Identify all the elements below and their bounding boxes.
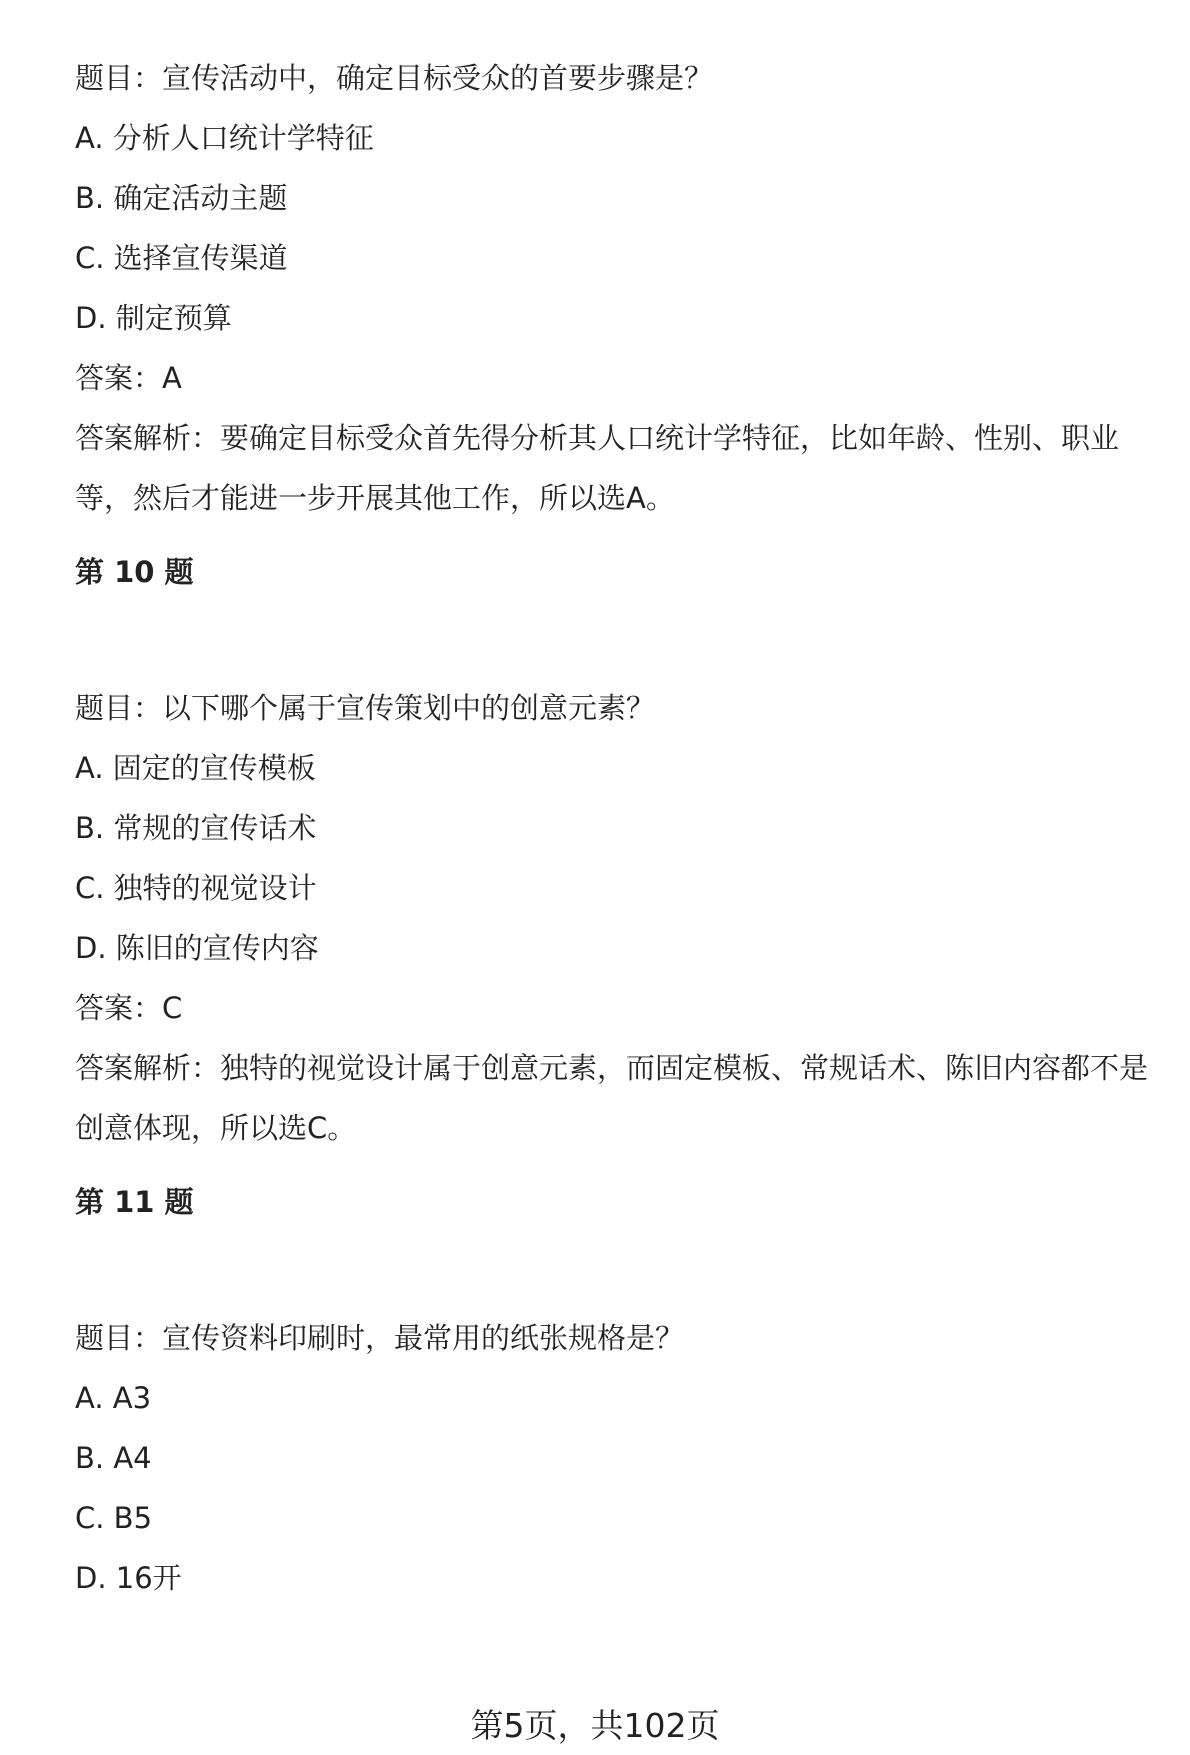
option-c: C. 独特的视觉设计 — [75, 871, 317, 905]
option-d: D. 16开 — [75, 1561, 182, 1595]
option-b: B. 常规的宣传话术 — [75, 811, 317, 845]
question-stem: 题目：宣传活动中，确定目标受众的首要步骤是？ — [75, 61, 714, 95]
answer: 答案：A — [75, 361, 182, 395]
option-c: C. B5 — [75, 1501, 153, 1535]
option-a: A. A3 — [75, 1381, 152, 1415]
answer: 答案：C — [75, 991, 183, 1025]
question-stem: 题目：以下哪个属于宣传策划中的创意元素？ — [75, 691, 656, 725]
question-heading: 第 11 题 — [75, 1185, 194, 1219]
option-d: D. 制定预算 — [75, 301, 232, 335]
option-c: C. 选择宣传渠道 — [75, 241, 288, 275]
option-d: D. 陈旧的宣传内容 — [75, 931, 319, 965]
document-page — [75, 48, 1154, 1608]
answer-explanation: 答案解析：独特的视觉设计属于创意元素，而固定模板、常规话术、陈旧内容都不是创意体现，所以选C。 — [75, 1051, 1149, 1145]
option-a: A. 分析人口统计学特征 — [75, 121, 374, 155]
page-footer: 第5页，共102页 — [470, 1706, 720, 1745]
answer-explanation: 答案解析：要确定目标受众首先得分析其人口统计学特征，比如年龄、性别、职业等，然后才能进一步开展其他工作，所以选A。 — [75, 421, 1120, 515]
question-heading: 第 10 题 — [75, 555, 194, 589]
option-b: B. A4 — [75, 1441, 152, 1475]
question-stem: 题目：宣传资料印刷时，最常用的纸张规格是？ — [75, 1321, 685, 1355]
option-b: B. 确定活动主题 — [75, 181, 288, 215]
option-a: A. 固定的宣传模板 — [75, 751, 316, 785]
